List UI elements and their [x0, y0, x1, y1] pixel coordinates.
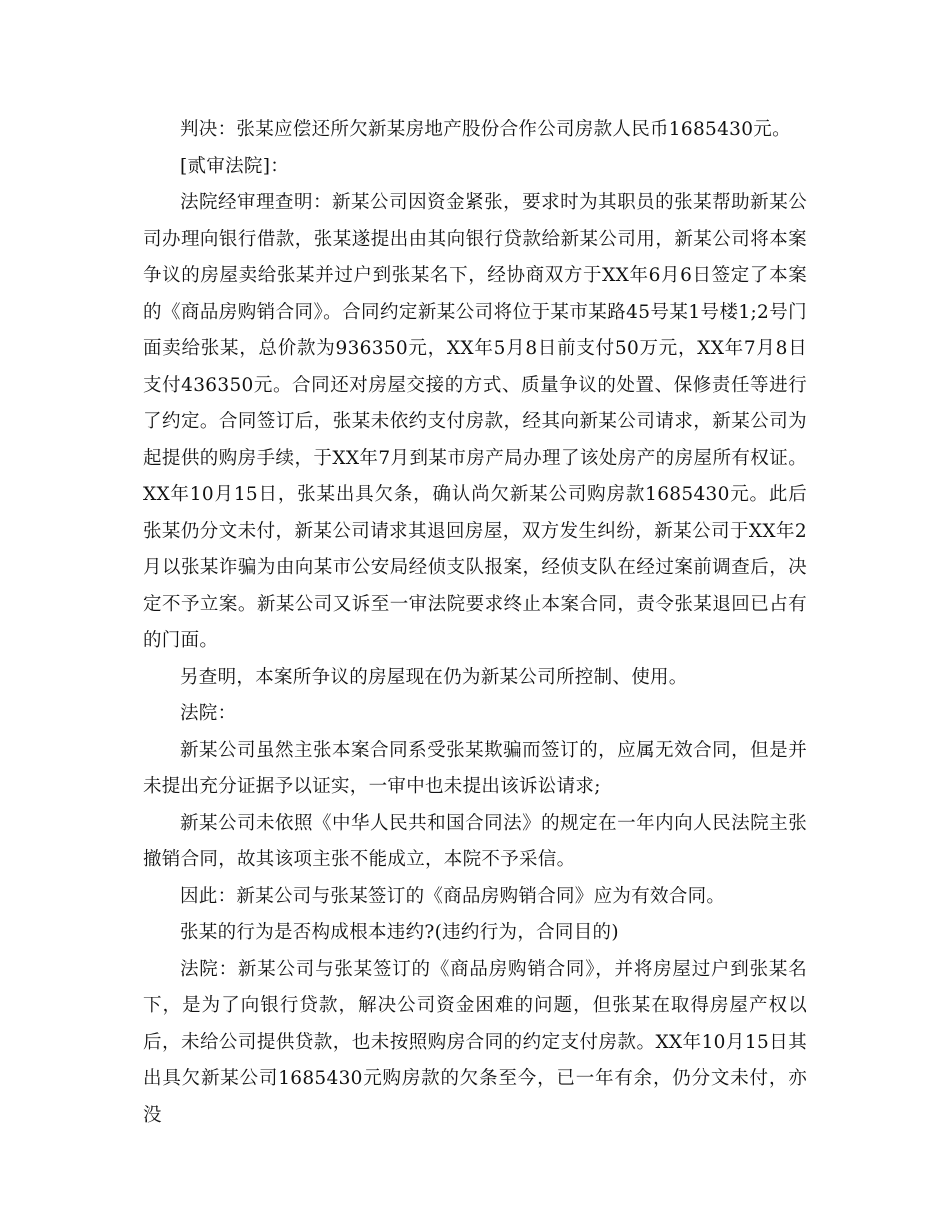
paragraph-valid-contract: 因此：新某公司与张某签订的《商品房购销合同》应为有效合同。	[180, 885, 726, 907]
paragraph-judgment: 判决：张某应偿还所欠新某房地产股份合作公司房款人民币1685430元。	[180, 119, 791, 140]
paragraph-fraud-claim: 新某公司虽然主张本案合同系受张某欺骗而签订的，应属无效合同，但是并未提出充分证据予以证实，一审中也未提出该诉讼请求;	[143, 739, 807, 797]
paragraph-rescission-claim: 新某公司未依照《中华人民共和国合同法》的规定在一年内向人民法院主张撤销合同，故其该项主张不能成立，本院不予采信。	[143, 812, 807, 870]
paragraph-breach-question: 张某的行为是否构成根本违约?(违约行为，合同目的)	[180, 922, 619, 943]
paragraph-second-instance-heading: [贰审法院]：	[180, 155, 290, 177]
paragraph-additional-finding: 另查明，本案所争议的房屋现在仍为新某公司所控制、使用。	[180, 666, 688, 688]
paragraph-facts-found: 法院经审理查明：新某公司因资金紧张，要求时为其职员的张某帮助新某公司办理向银行借款，张某遂提出由其向银行贷款给新某公司用，新某公司将本案争议的房屋卖给张某并过户到张某名下，经协商双方于XX年6月6日签定了本案的《商品房购销合同》。合同约定新某公司将位于某市某路45号某1号楼1;2号门面卖给张某，总价款为936350元，XX年5月8日前支付50万元，XX年7月8日支付436350元。合同还对房屋交接的方式、质量争议的处置、保修责任等进行了约定。合同签订后，张某未依约支付房款，经其向新某公司请求，新某公司为起提供的购房手续，于XX年7月到某市房产局办理了该处房产的房屋所有权证。XX年10月15日，张某出具欠条，确认尚欠新某公司购房款1685430元。此后张某仍分文未付，新某公司请求其退回房屋，双方发生纠纷，新某公司于XX年2月以张某诈骗为由向某市公安局经侦支队报案，经侦支队在经过案前调查后，决定不予立案。新某公司又诉至一审法院要求终止本案合同，责令张某退回已占有的门面。	[143, 192, 807, 651]
paragraph-court-reasoning: 法院：新某公司与张某签订的《商品房购销合同》，并将房屋过户到张某名下，是为了向银行贷款，解决公司资金困难的问题，但张某在取得房屋产权以后，未给公司提供贷款，也未按照购房合同的约定支付房款。XX年10月15日其出具欠新某公司1685430元购房款的欠条至今，已一年有余，仍分文未付，亦没	[143, 958, 807, 1126]
document-body	[143, 112, 807, 1134]
paragraph-court-heading: 法院：	[180, 703, 237, 724]
